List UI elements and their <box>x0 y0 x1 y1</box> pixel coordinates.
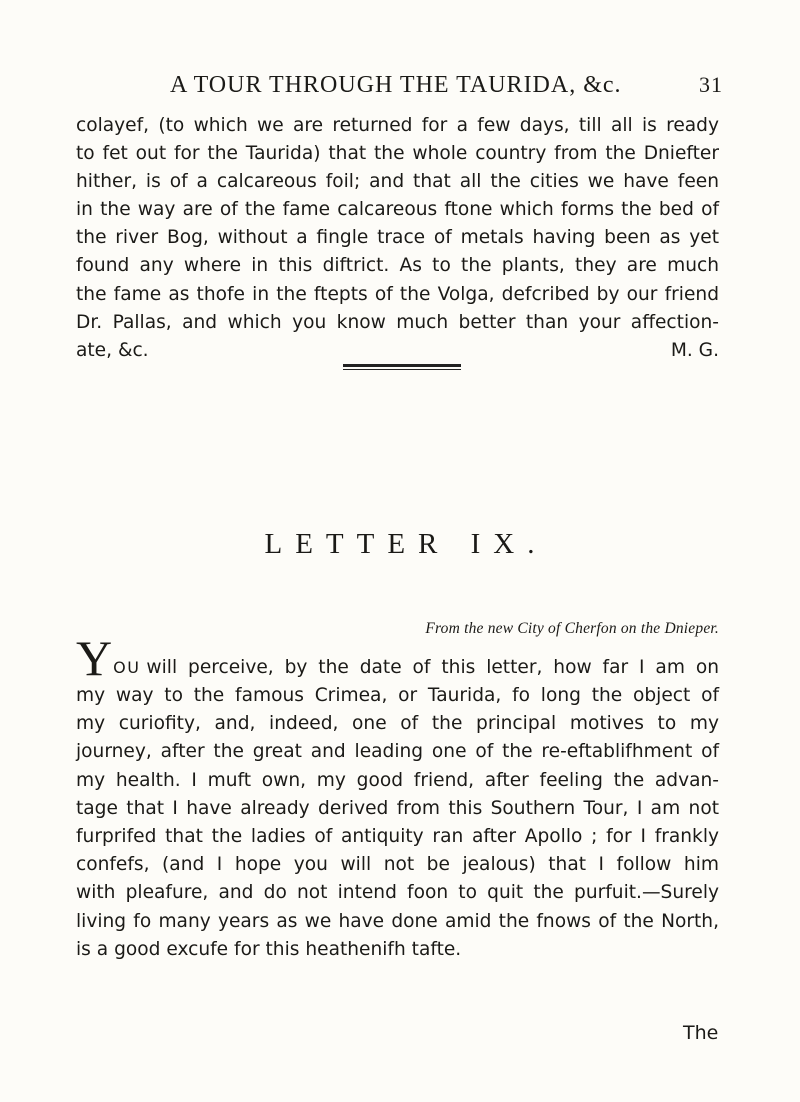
text-line: found any where in this diftrict. As to the plants, they are much <box>76 255 719 277</box>
first-line-text: will perceive, by the date of this letter, how far I am on <box>146 657 719 678</box>
first-line <box>76 630 719 686</box>
catchword: The <box>683 1022 719 1044</box>
drop-initial: Y <box>76 630 113 686</box>
text-line: with pleafure, and do not intend foon to quit the purfuit.—Surely <box>76 882 719 904</box>
initial-small-caps: OU <box>113 658 141 677</box>
text-line: to fet out for the Taurida) that the whole country from the Dniefter <box>76 143 719 165</box>
text-line: furprifed that the ladies of antiquity ran after Apollo ; for I frankly <box>76 826 719 848</box>
letter-body <box>76 630 719 964</box>
text-line: my curiofity, and, indeed, one of the principal motives to my <box>76 713 719 735</box>
text-line: Dr. Pallas, and which you know much better than your affection- <box>76 311 719 333</box>
closing-line <box>76 337 719 365</box>
page-number: 31 <box>699 72 723 97</box>
letter-dateline: From the new City of Cherfon on the Dnieper. <box>425 620 719 637</box>
closing-text: ate, &c. <box>76 339 149 361</box>
text-line: living fo many years as we have done amid the fnows of the North, <box>76 910 719 932</box>
text-line: hither, is of a calcareous foil; and that all the cities we have feen <box>76 171 719 193</box>
signature: M. G. <box>670 339 719 361</box>
section-rule-thin <box>343 369 461 370</box>
text-line: the fame as thofe in the ftepts of the Volga, defcribed by our friend <box>76 283 719 305</box>
text-line: the river Bog, without a fingle trace of metals having been as yet <box>76 227 719 249</box>
text-line: in the way are of the fame calcareous ftone which forms the bed of <box>76 199 719 221</box>
text-line: my health. I muft own, my good friend, after feeling the advan- <box>76 769 719 791</box>
text-line: is a good excufe for this heathenifh tafte. <box>76 938 462 960</box>
section-rule <box>343 364 461 367</box>
running-title: A TOUR THROUGH THE TAURIDA, &c. <box>170 72 622 98</box>
running-header <box>0 72 800 106</box>
text-line: my way to the famous Crimea, or Taurida, fo long the object of <box>76 685 719 706</box>
text-line: confefs, (and I hope you will not be jealous) that I follow him <box>76 854 719 876</box>
continuation-paragraph <box>76 112 719 365</box>
text-line: colayef, (to which we are returned for a few days, till all is ready <box>76 115 719 136</box>
letter-heading: LETTER IX. <box>264 528 548 560</box>
text-line: journey, after the great and leading one of the re-eftablifhment of <box>76 741 719 763</box>
text-line: tage that I have already derived from this Southern Tour, I am not <box>76 797 719 819</box>
